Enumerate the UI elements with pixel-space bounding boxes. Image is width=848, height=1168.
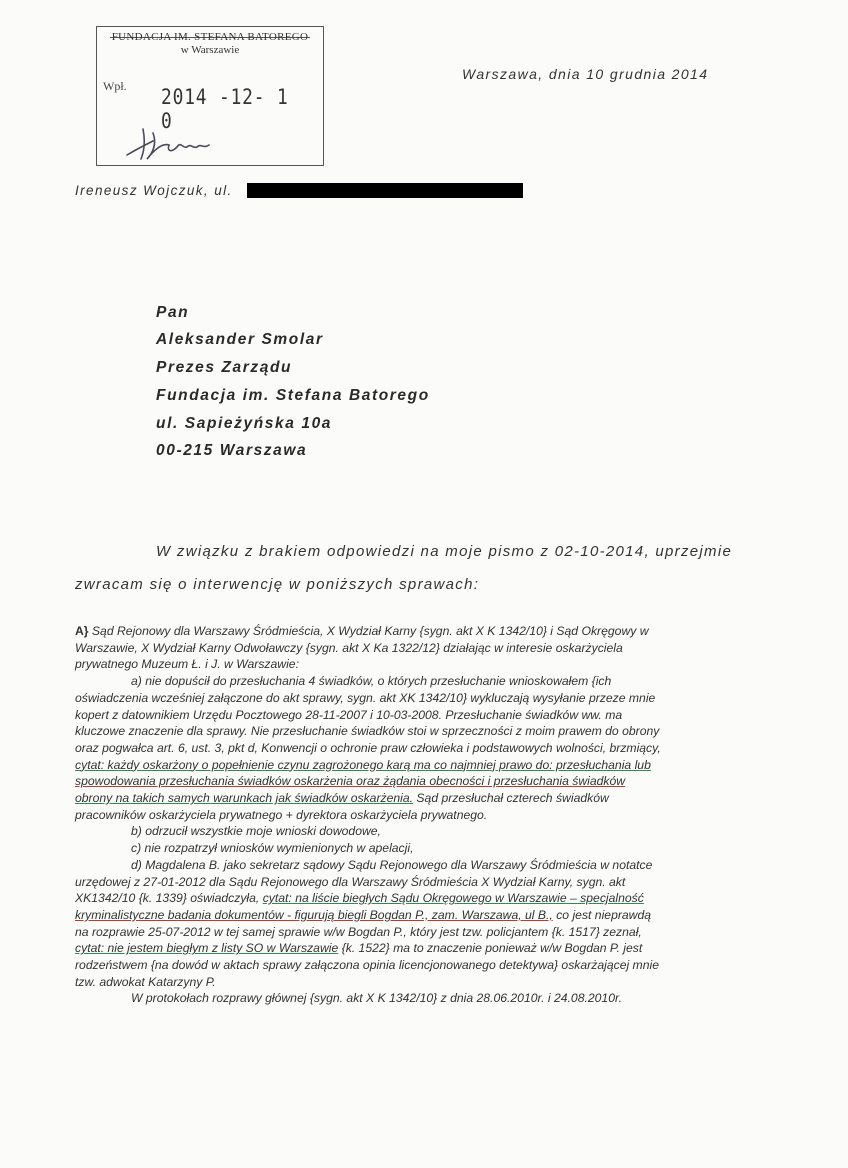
recipient-organization: Fundacja im. Stefana Batorego — [156, 387, 430, 404]
quote-court-list: kryminalistyczne badania dokumentów - figurują biegli Bogdan P., zam. Warszawa, ul B., — [75, 907, 553, 922]
recipient-name: Aleksander Smolar — [156, 331, 324, 348]
quote-court-list: cytat: na liście biegłych Sądu Okręgowego w Warszawie – specjalność — [262, 891, 644, 906]
point-a-tail: Sąd przesłuchał czterech świadków — [413, 791, 609, 806]
handwritten-signature — [123, 119, 233, 163]
sender-line: Ireneusz Wojczuk, ul. — [75, 183, 233, 198]
section-a-line: Warszawie, X Wydział Karny Odwoławczy {sygn. akt X Ka 1322/12} działając w interesie oskarżyciela — [75, 640, 623, 655]
point-d-line: tzw. adwokat Katarzyny P. — [75, 974, 216, 989]
recipient-street: ul. Sapieżyńska 10a — [156, 415, 333, 432]
point-d-line: XK1342/10 {k. 1339} oświadczyła, — [75, 891, 263, 906]
stamp-org-line1: FUNDACJA IM. STEFANA BATOREGO — [97, 31, 323, 38]
point-d-line: urzędowej z 27-01-2012 dla Sądu Rejonowego dla Warszawy Śródmieścia X Wydział Karny, sygn. akt — [75, 874, 626, 889]
section-a — [75, 623, 745, 1007]
point-b: b) odrzucił wszystkie moje wnioski dowodowe, — [131, 824, 381, 839]
received-stamp — [96, 26, 324, 166]
point-a-line: oświadczenia wcześniej załączone do akt sprawy, sygn. akt XK 1342/10} wykluczają wysyłanie przeze mnie — [75, 690, 656, 705]
point-d-line: co jest nieprawdą — [552, 907, 652, 922]
point-d-line: d) Magdalena B. jako sekretarz sądowy Sądu Rejonowego dla Warszawy Śródmieścia w notatce — [131, 857, 653, 872]
stamp-wpl-label: Wpł. — [103, 79, 127, 93]
quote-convention-line: spowodowania przesłuchania świadków oskarżenia oraz żądania obecności i przesłuchania świadków — [75, 774, 626, 789]
point-a-line: a) nie dopuścił do przesłuchania 4 świadków, o których przesłuchanie wnioskowałem {ich — [131, 674, 612, 689]
protocol-line: W protokołach rozprawy głównej {sygn. akt X K 1342/10} z dnia 28.06.2010r. i 24.08.2010r. — [131, 991, 622, 1006]
stamp-date: 2014 -12- 1 0 — [161, 85, 289, 133]
stamp-org-line2: w Warszawie — [180, 44, 240, 56]
point-d-line: na rozprawie 25-07-2012 w tej samej sprawie w/w Bogdan P., który jest tzw. policjantem {k. 1517} zeznał, — [75, 924, 642, 939]
quote-convention-line: obrony na takich samych warunkach jak świadków oskarżenia. — [75, 791, 414, 806]
intro-line-1: W związku z brakiem odpowiedzi na moje pismo z 02-10-2014, uprzejmie — [156, 543, 733, 560]
quote-not-expert: cytat: nie jestem biegłym z listy SO w Warszawie — [75, 941, 339, 956]
letter-date: Warszawa, dnia 10 grudnia 2014 — [462, 66, 709, 82]
point-d-line: {k. 1522} ma to znaczenie ponieważ w/w Bogdan P. jest — [338, 941, 643, 956]
recipient-city: 00-215 Warszawa — [156, 442, 308, 459]
intro-line-2: zwracam się o interwencję w poniższych sprawach: — [75, 576, 480, 593]
quote-convention-line: cytat: każdy oskarżony o popełnienie czynu zagrożonego karą ma co najmniej prawo do: przesłuchania lub — [75, 757, 651, 772]
point-d-line: rodzeństwem {na dowód w aktach sprawy załączona opinia licencjonowanego detektywa} oskarżającej mnie — [75, 958, 659, 973]
section-a-line: Sąd Rejonowy dla Warszawy Śródmieścia, X Wydział Karny {sygn. akt X K 1342/10} i Sąd Okręgowy w — [88, 624, 649, 638]
redacted-address-bar — [247, 183, 523, 198]
recipient-salutation: Pan — [156, 304, 190, 321]
recipient-title: Prezes Zarządu — [156, 359, 293, 376]
point-a-line: kluczowe znaczenie dla sprawy. Nie przesłuchanie świadków stoi w sprzeczności z moim prawem do obrony — [75, 724, 660, 739]
section-a-line: prywatnego Muzeum Ł. i J. w Warszawie: — [75, 657, 299, 672]
point-a-line: oraz pogwałca art. 6, ust. 3, pkt d, Konwencji o ochronie praw człowieka i podstawowych wolności, brzmiący, — [75, 740, 661, 755]
point-c: c) nie rozpatrzył wniosków wymienionych w apelacji, — [131, 841, 414, 856]
section-a-label: A} — [75, 624, 89, 638]
point-a-line: kopert z datownikiem Urzędu Pocztowego 28-11-2007 i 10-03-2008. Przesłuchanie świadków ww. ma — [75, 707, 623, 722]
point-a-tail: pracowników oskarżyciela prywatnego + dyrektora oskarżyciela prywatnego. — [75, 807, 488, 822]
